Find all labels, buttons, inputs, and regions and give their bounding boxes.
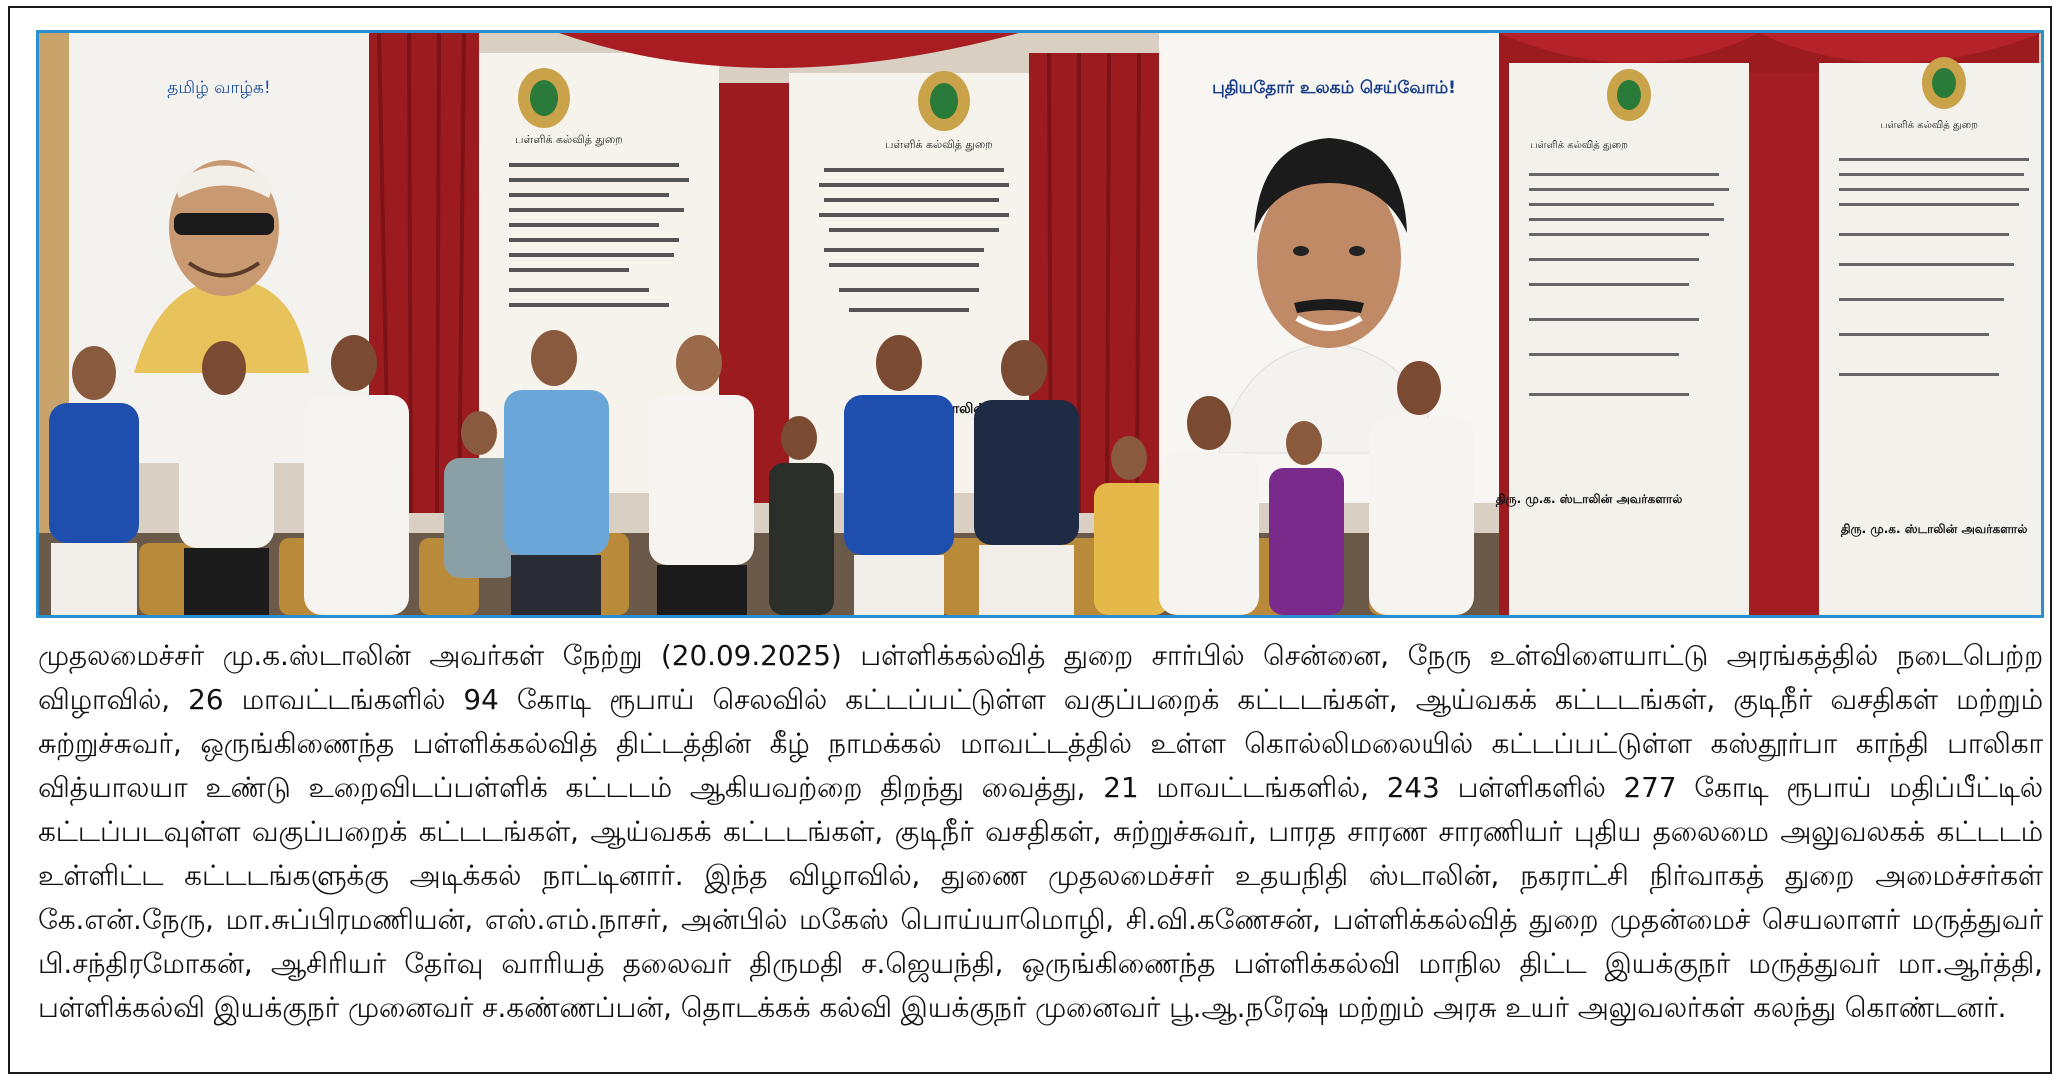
banner-right-name-1: திரு. மு.க. ஸ்டாலின் அவர்களால்	[1495, 492, 1683, 506]
banner-left-slogan: தமிழ் வாழ்க!	[167, 78, 271, 98]
caption-text: முதலமைச்சர் மு.க.ஸ்டாலின் அவர்கள் நேற்று (20.09.2025) பள்ளிக்கல்வித் துறை சார்பில் சென்னை, நேரு உள்விளையாட்டு அரங்கத்தில் நடைபெற்ற விழாவில், 26 மாவட்டங்களில் 94 கோடி ரூபாய் செலவில் கட்டப்பட்டுள்ள வகுப்பறைக் கட்டடங்கள், ஆய்வகக் கட்டடங்கள், குடிநீர் வசதிகள் மற்றும் சுற்றுச்சுவர், ஒருங்கிணைந்த பள்ளிக்கல்வித் திட்டத்தின் கீழ் நாமக்கல் மாவட்டத்தில் உள்ள கொல்லிமலையில் கட்டப்பட்டுள்ள கஸ்தூர்பா காந்தி பாலிகா வித்யாலயா உண்டு உறைவிடப்பள்ளிக் கட்டடம் ஆகியவற்றை திறந்து வைத்து, 21 மாவட்டங்களில், 243 பள்ளிகளில் 277 கோடி ரூபாய் மதிப்பீட்டில் கட்டப்படவுள்ள வகுப்பறைக் கட்டடங்கள், ஆய்வகக் கட்டடங்கள், குடிநீர் வசதிகள், சுற்றுச்சுவர், பாரத சாரண சாரணியர் புதிய தலைமை அலுவலகக் கட்டடம் உள்ளிட்ட கட்டடங்களுக்கு அடிக்கல் நாட்டினார். இந்த விழாவில், துணை முதலமைச்சர் உதயநிதி ஸ்டாலின், நகராட்சி நிர்வாகத் துறை அமைச்சர்கள் கே.என்.நேரு, மா.சுப்பிரமணியன், எஸ்.எம்.நாசர், அன்பில் மகேஸ் பொய்யாமொழி, சி.வி.கணேசன், பள்ளிக்கல்வித் துறை முதன்மைச் செயலாளர் மருத்துவர் பி.சந்திரமோகன், ஆசிரியர் தேர்வு வாரியத் தலைவர் திருமதி ச.ஜெயந்தி, ஒருங்கிணைந்த பள்ளிக்கல்வி மாநில திட்ட இயக்குநர் மருத்துவர் மா.ஆர்த்தி, பள்ளிக்கல்வி இயக்குநர் முனைவர் ச.கண்ணப்பன், தொடக்கக் கல்வி இயக்குநர் முனைவர் பூ.ஆ.நரேஷ் மற்றும் அரசு உயர் அலுவலர்கள் கலந்து கொண்டனர்.	[38, 639, 2043, 1024]
banner-center-right-department: பள்ளிக் கல்வித் துறை	[885, 138, 993, 151]
banner-right-department-2: பள்ளிக் கல்வித் துறை	[1880, 120, 1978, 131]
banner-center-left-department: பள்ளிக் கல்வித் துறை	[515, 133, 623, 146]
banner-portrait-slogan: புதியதோர் உலகம் செய்வோம்!	[1212, 78, 1456, 98]
banner-center-right-name: ஸ்டாலின்	[925, 401, 987, 417]
event-photo	[36, 30, 2044, 618]
photo-caption	[38, 634, 2043, 1066]
news-clipping	[8, 6, 2052, 1074]
banner-right-department-1: பள்ளிக் கல்வித் துறை	[1530, 140, 1628, 151]
banner-right-name-2: திரு. மு.க. ஸ்டாலின் அவர்களால்	[1840, 522, 2028, 536]
banner-right	[1496, 57, 2041, 615]
